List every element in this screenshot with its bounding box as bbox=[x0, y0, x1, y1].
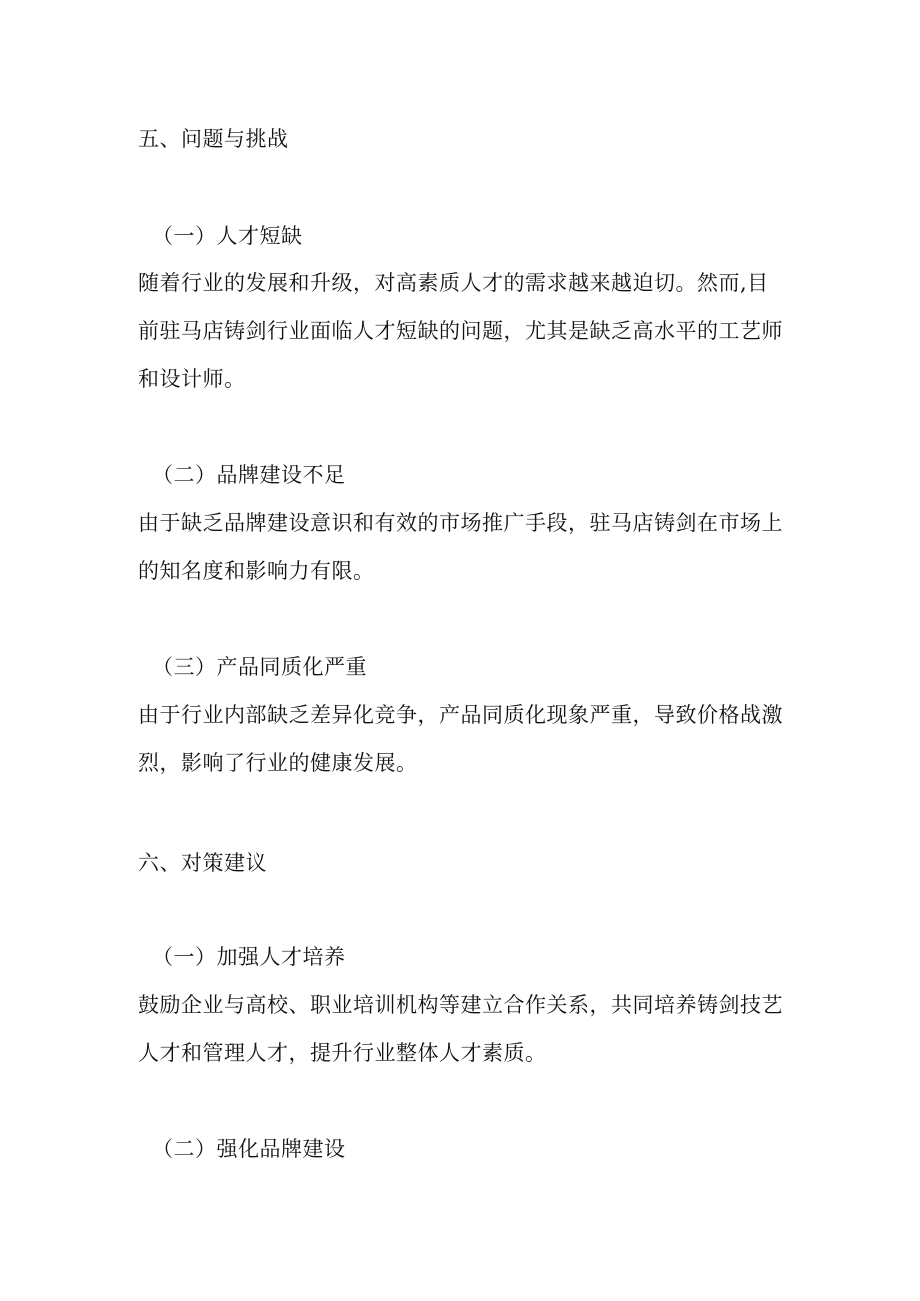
paragraph-line: 由于行业内部缺乏差异化竞争，产品同质化现象严重，导致价格战激 bbox=[138, 703, 783, 727]
paragraph-line: 烈，影响了行业的健康发展。 bbox=[138, 751, 418, 775]
paragraph-line: 的知名度和影响力有限。 bbox=[138, 559, 375, 583]
subheading-talent-shortage: （一）人才短缺 bbox=[152, 224, 303, 248]
section-heading-problems: 五、问题与挑战 bbox=[138, 127, 289, 151]
paragraph-line: 随着行业的发展和升级，对高素质人才的需求越来越迫切。然而,目 bbox=[138, 271, 769, 295]
paragraph-line: 人才和管理人才，提升行业整体人才素质。 bbox=[138, 1041, 547, 1065]
subheading-talent-training: （一）加强人才培养 bbox=[152, 945, 346, 969]
paragraph-line: 和设计师。 bbox=[138, 367, 246, 391]
paragraph-line: 鼓励企业与高校、职业培训机构等建立合作关系，共同培养铸剑技艺 bbox=[138, 993, 783, 1017]
subheading-brand-building: （二）品牌建设不足 bbox=[152, 463, 346, 487]
section-heading-suggestions: 六、对策建议 bbox=[138, 851, 267, 875]
paragraph-line: 由于缺乏品牌建设意识和有效的市场推广手段，驻马店铸剑在市场上 bbox=[138, 511, 783, 535]
subheading-brand-strengthening: （二）强化品牌建设 bbox=[152, 1137, 346, 1161]
subheading-homogenization: （三）产品同质化严重 bbox=[152, 655, 367, 679]
paragraph-line: 前驻马店铸剑行业面临人才短缺的问题，尤其是缺乏高水平的工艺师 bbox=[138, 319, 783, 343]
